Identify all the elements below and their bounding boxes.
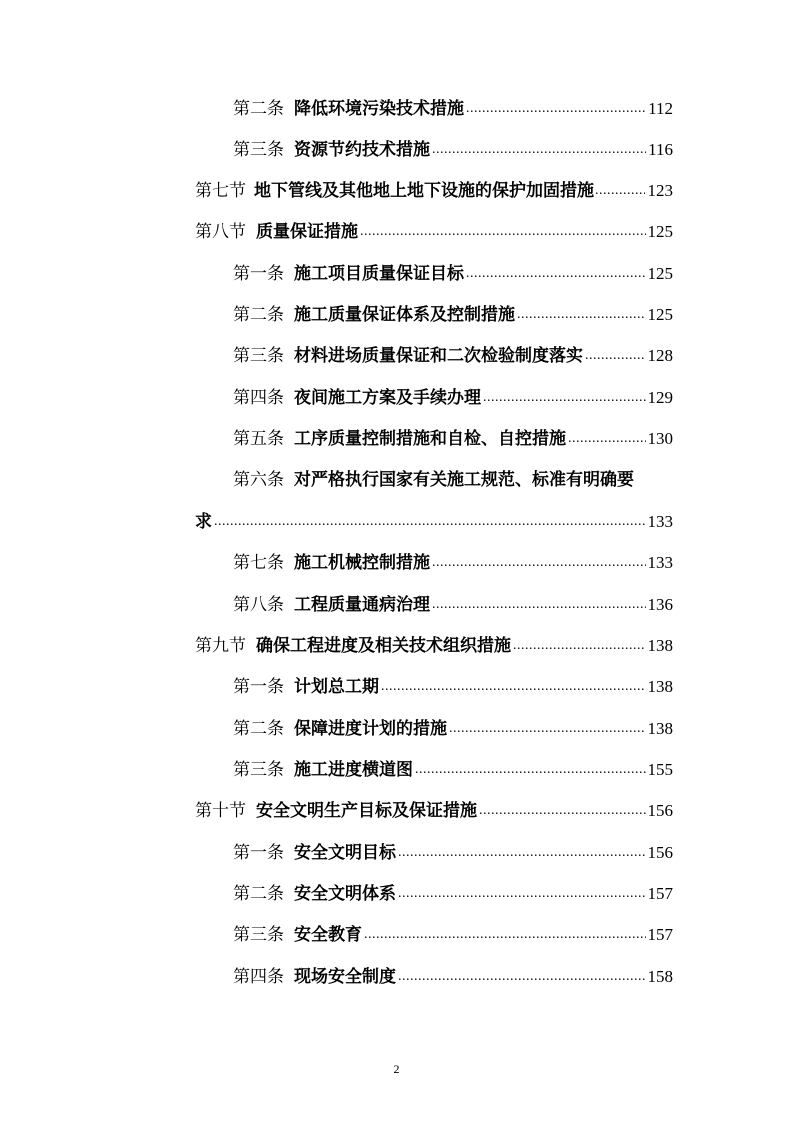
toc-entry-title: 对严格执行国家有关施工规范、标准有明确要 <box>294 470 634 490</box>
dot-leader <box>381 680 646 694</box>
toc-entry[interactable] <box>233 337 673 367</box>
toc-entry-page: 138 <box>647 636 673 655</box>
toc-entry-number: 第二条 <box>233 305 284 325</box>
toc-entry-page: 125 <box>647 222 673 241</box>
toc-entry-number: 第四条 <box>233 967 284 987</box>
toc-entry-title: 现场安全制度 <box>294 967 396 987</box>
dot-leader <box>364 928 646 942</box>
toc-entry-number: 第三条 <box>233 346 284 366</box>
dot-leader <box>466 102 646 116</box>
dot-leader <box>483 391 646 405</box>
toc-entry-title: 计划总工期 <box>294 677 379 697</box>
toc-entry-continuation[interactable] <box>195 503 673 533</box>
toc-entry-title: 安全教育 <box>294 925 362 945</box>
toc-entry-number: 第九节 <box>195 636 246 656</box>
toc-entry-title: 质量保证措施 <box>256 222 358 242</box>
page-number: 2 <box>393 1062 400 1076</box>
dot-leader <box>432 143 646 157</box>
dot-leader <box>360 225 646 239</box>
toc-entry-page: 157 <box>647 884 673 903</box>
toc-entry-page: 123 <box>647 181 673 200</box>
dot-leader <box>466 267 646 281</box>
toc-entry-number: 第六条 <box>233 470 284 490</box>
toc-entry[interactable] <box>195 172 673 202</box>
toc-entry-title: 安全文明体系 <box>294 884 396 904</box>
toc-entry-page: 138 <box>647 719 673 738</box>
dot-leader <box>398 887 646 901</box>
toc-entry-page: 138 <box>647 677 673 696</box>
dot-leader <box>415 763 646 777</box>
toc-entry-number: 第八条 <box>233 595 284 615</box>
toc-entry-number: 第七条 <box>233 553 284 573</box>
toc-entry[interactable] <box>233 296 673 326</box>
toc-entry[interactable] <box>233 668 673 698</box>
toc-entry-title: 地下管线及其他地上地下设施的保护加固措施 <box>254 181 594 201</box>
toc-entry-number: 第二条 <box>233 719 284 739</box>
toc-entry-title: 降低环境污染技术措施 <box>294 99 464 119</box>
toc-entry-number: 第二条 <box>233 99 284 119</box>
toc-entry[interactable] <box>233 255 673 285</box>
toc-entry-page: 125 <box>647 305 673 324</box>
toc-entry[interactable] <box>233 710 673 740</box>
toc-entry-page: 112 <box>648 99 673 118</box>
toc-entry[interactable] <box>195 627 673 657</box>
toc-entry-number: 第十节 <box>195 801 246 821</box>
toc-entry-number: 第一条 <box>233 843 284 863</box>
toc-entry-title: 夜间施工方案及手续办理 <box>294 388 481 408</box>
toc-entry[interactable] <box>195 792 673 822</box>
toc-entry-number: 第八节 <box>195 222 246 242</box>
toc-entry-number: 第三条 <box>233 140 284 160</box>
toc-entry-title: 资源节约技术措施 <box>294 140 430 160</box>
dot-leader <box>517 308 646 322</box>
toc-entry-number: 第五条 <box>233 429 284 449</box>
toc-entry-title: 安全文明目标 <box>294 843 396 863</box>
toc-entry-page: 130 <box>647 429 673 448</box>
toc-entry-title: 施工机械控制措施 <box>294 553 430 573</box>
toc-entry[interactable] <box>233 379 673 409</box>
dot-leader <box>449 722 646 736</box>
toc-entry-page: 128 <box>647 346 673 365</box>
toc-entry-title: 保障进度计划的措施 <box>294 719 447 739</box>
toc-entry-page: 133 <box>647 512 673 531</box>
toc-entry-number: 第一条 <box>233 677 284 697</box>
toc-entry-title: 施工质量保证体系及控制措施 <box>294 305 515 325</box>
toc-entry-page: 136 <box>647 595 673 614</box>
toc-entry[interactable] <box>233 420 673 450</box>
toc-entry-title: 材料进场质量保证和二次检验制度落实 <box>294 346 583 366</box>
toc-entry[interactable] <box>233 90 673 120</box>
toc-entry-number: 第三条 <box>233 760 284 780</box>
dot-leader <box>432 598 646 612</box>
dot-leader <box>585 349 646 363</box>
toc-entry-page: 129 <box>647 388 673 407</box>
toc-entry-page: 155 <box>647 760 673 779</box>
dot-leader <box>398 846 646 860</box>
toc-entry-title: 工序质量控制措施和自检、自控措施 <box>294 429 566 449</box>
toc-entry-number: 第七节 <box>195 181 246 201</box>
toc-entry-number: 第四条 <box>233 388 284 408</box>
dot-leader <box>214 515 646 529</box>
toc-entry[interactable] <box>233 544 673 574</box>
toc-entry-number: 第二条 <box>233 884 284 904</box>
toc-entry-page: 158 <box>647 967 673 986</box>
toc-entry-page: 156 <box>647 843 673 862</box>
toc-entry[interactable] <box>195 213 673 243</box>
toc-entry-number: 第三条 <box>233 925 284 945</box>
toc-entry-number: 第一条 <box>233 264 284 284</box>
toc-entry[interactable] <box>233 751 673 781</box>
toc-entry-title-continuation: 求 <box>195 512 212 532</box>
dot-leader <box>513 639 646 653</box>
toc-entry-page: 125 <box>647 264 673 283</box>
toc-entry-page: 156 <box>647 801 673 820</box>
dot-leader <box>479 804 646 818</box>
toc-entry-title: 工程质量通病治理 <box>294 595 430 615</box>
toc-entry[interactable] <box>233 586 673 616</box>
toc-entry[interactable] <box>233 875 673 905</box>
dot-leader <box>432 556 646 570</box>
toc-entry-title: 确保工程进度及相关技术组织措施 <box>256 636 511 656</box>
dot-leader <box>595 184 645 198</box>
toc-entry-page: 157 <box>647 925 673 944</box>
toc-entry[interactable] <box>233 834 673 864</box>
dot-leader <box>398 970 646 984</box>
toc-entry-title: 施工进度横道图 <box>294 760 413 780</box>
toc-entry-title: 安全文明生产目标及保证措施 <box>256 801 477 821</box>
dot-leader <box>568 432 646 446</box>
toc-entry-title: 施工项目质量保证目标 <box>294 264 464 284</box>
toc-entry[interactable] <box>233 461 673 491</box>
toc-entry-page: 133 <box>647 553 673 572</box>
toc-entry[interactable] <box>233 958 673 988</box>
toc-entry-page: 116 <box>648 140 673 159</box>
toc-entry[interactable] <box>233 916 673 946</box>
toc-entry[interactable] <box>233 131 673 161</box>
